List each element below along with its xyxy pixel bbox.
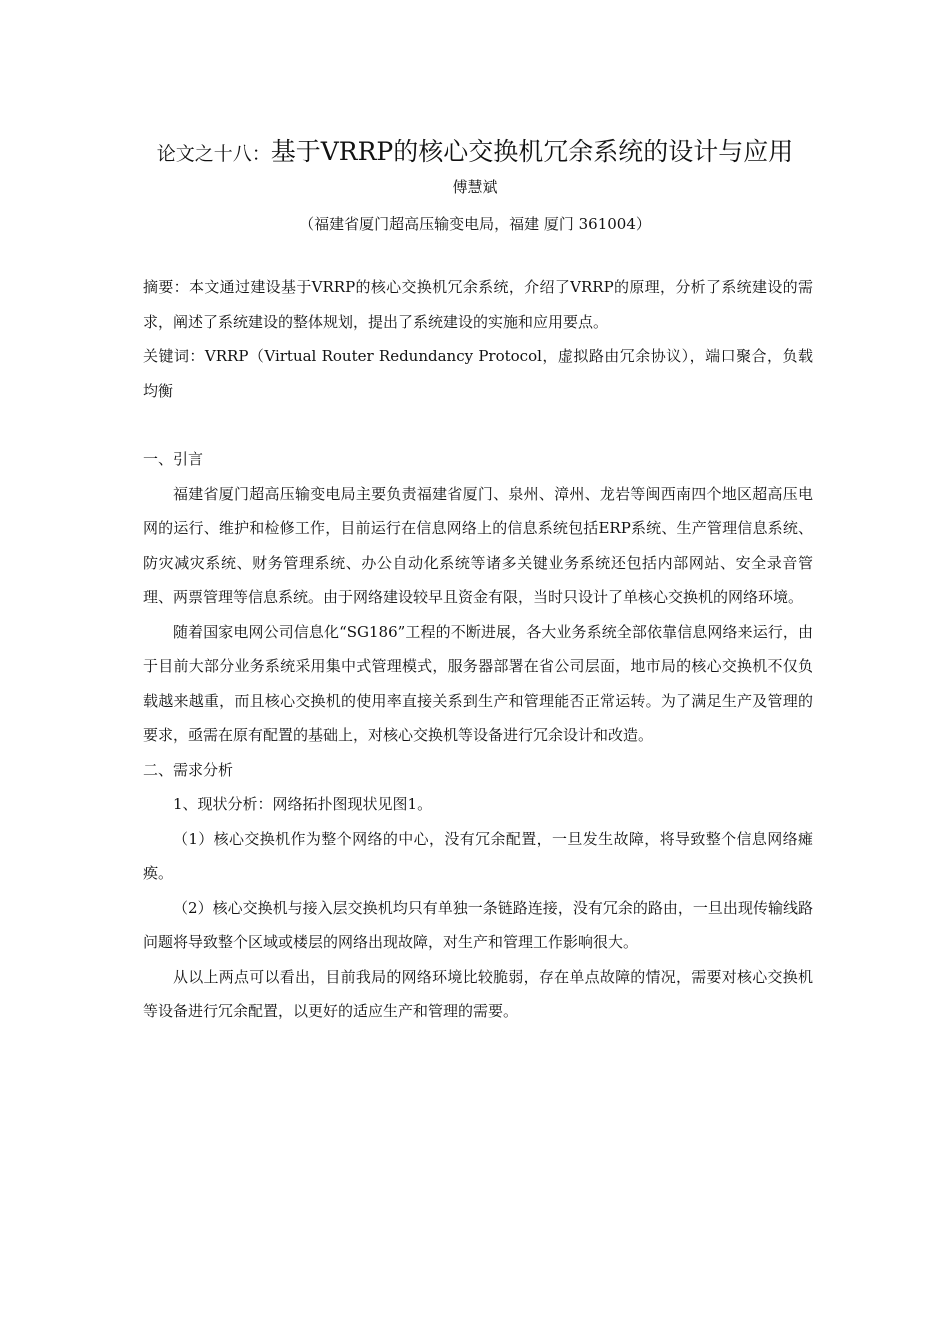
title-prefix: 论文之十八：	[156, 143, 271, 165]
section-heading-intro: 一、引言	[143, 450, 204, 468]
keywords-label: 关键词：	[143, 347, 205, 365]
spacer	[143, 408, 813, 442]
keywords-text: VRRP（Virtual Router Redundancy Protocol，虚拟路由冗余协议），端口聚合，负载均衡	[143, 347, 813, 400]
author-name: 傅慧斌	[452, 178, 498, 196]
analysis-point-2: （2）核心交换机与接入层交换机均只有单独一条链路连接，没有冗余的路由，一旦出现传输线路问题将导致整个区域或楼层的网络出现故障，对生产和管理工作影响很大。	[143, 898, 813, 951]
author-affiliation: （福建省厦门超高压输变电局，福建 厦门 361004）	[299, 215, 651, 233]
intro-paragraph-2: 随着国家电网公司信息化“SG186”工程的不断进展，各大业务系统全部依靠信息网络来运行，由于目前大部分业务系统采用集中式管理模式，服务器部署在省公司层面，地市局的核心交换机不仅负载越来越重，而且核心交换机的使用率直接关系到生产和管理能否正常运转。为了满足生产及管理的要求，亟需在原有配置的基础上，对核心交换机等设备进行冗余设计和改造。	[143, 622, 813, 744]
analysis-point-1: （1）核心交换机作为整个网络的中心，没有冗余配置，一旦发生故障，将导致整个信息网络瘫痪。	[143, 829, 813, 882]
analysis-conclusion: 从以上两点可以看出，目前我局的网络环境比较脆弱，存在单点故障的情况，需要对核心交换机等设备进行冗余配置，以更好的适应生产和管理的需要。	[143, 967, 813, 1020]
intro-paragraph-1: 福建省厦门超高压输变电局主要负责福建省厦门、泉州、漳州、龙岩等闽西南四个地区超高压电网的运行、维护和检修工作，目前运行在信息网络上的信息系统包括ERP系统、生产管理信息系统、防灾减灾系统、财务管理系统、办公自动化系统等诸多关键业务系统还包括内部网站、安全录音管理、两票管理等信息系统。由于网络建设较早且资金有限，当时只设计了单核心交换机的网络环境。	[143, 484, 813, 606]
paper-title	[0, 132, 950, 168]
abstract-label: 摘要：	[143, 278, 189, 296]
paper-body	[143, 270, 813, 1029]
analysis-item-1: 1、现状分析：网络拓扑图现状见图1。	[173, 795, 433, 813]
keywords	[143, 339, 813, 408]
section-heading-analysis: 二、需求分析	[143, 760, 234, 779]
abstract-text: 本文通过建设基于VRRP的核心交换机冗余系统，介绍了VRRP的原理，分析了系统建设的需求，阐述了系统建设的整体规划，提出了系统建设的实施和应用要点。	[143, 278, 813, 331]
title-main: 基于VRRP的核心交换机冗余系统的设计与应用	[270, 137, 794, 166]
abstract	[143, 270, 813, 339]
